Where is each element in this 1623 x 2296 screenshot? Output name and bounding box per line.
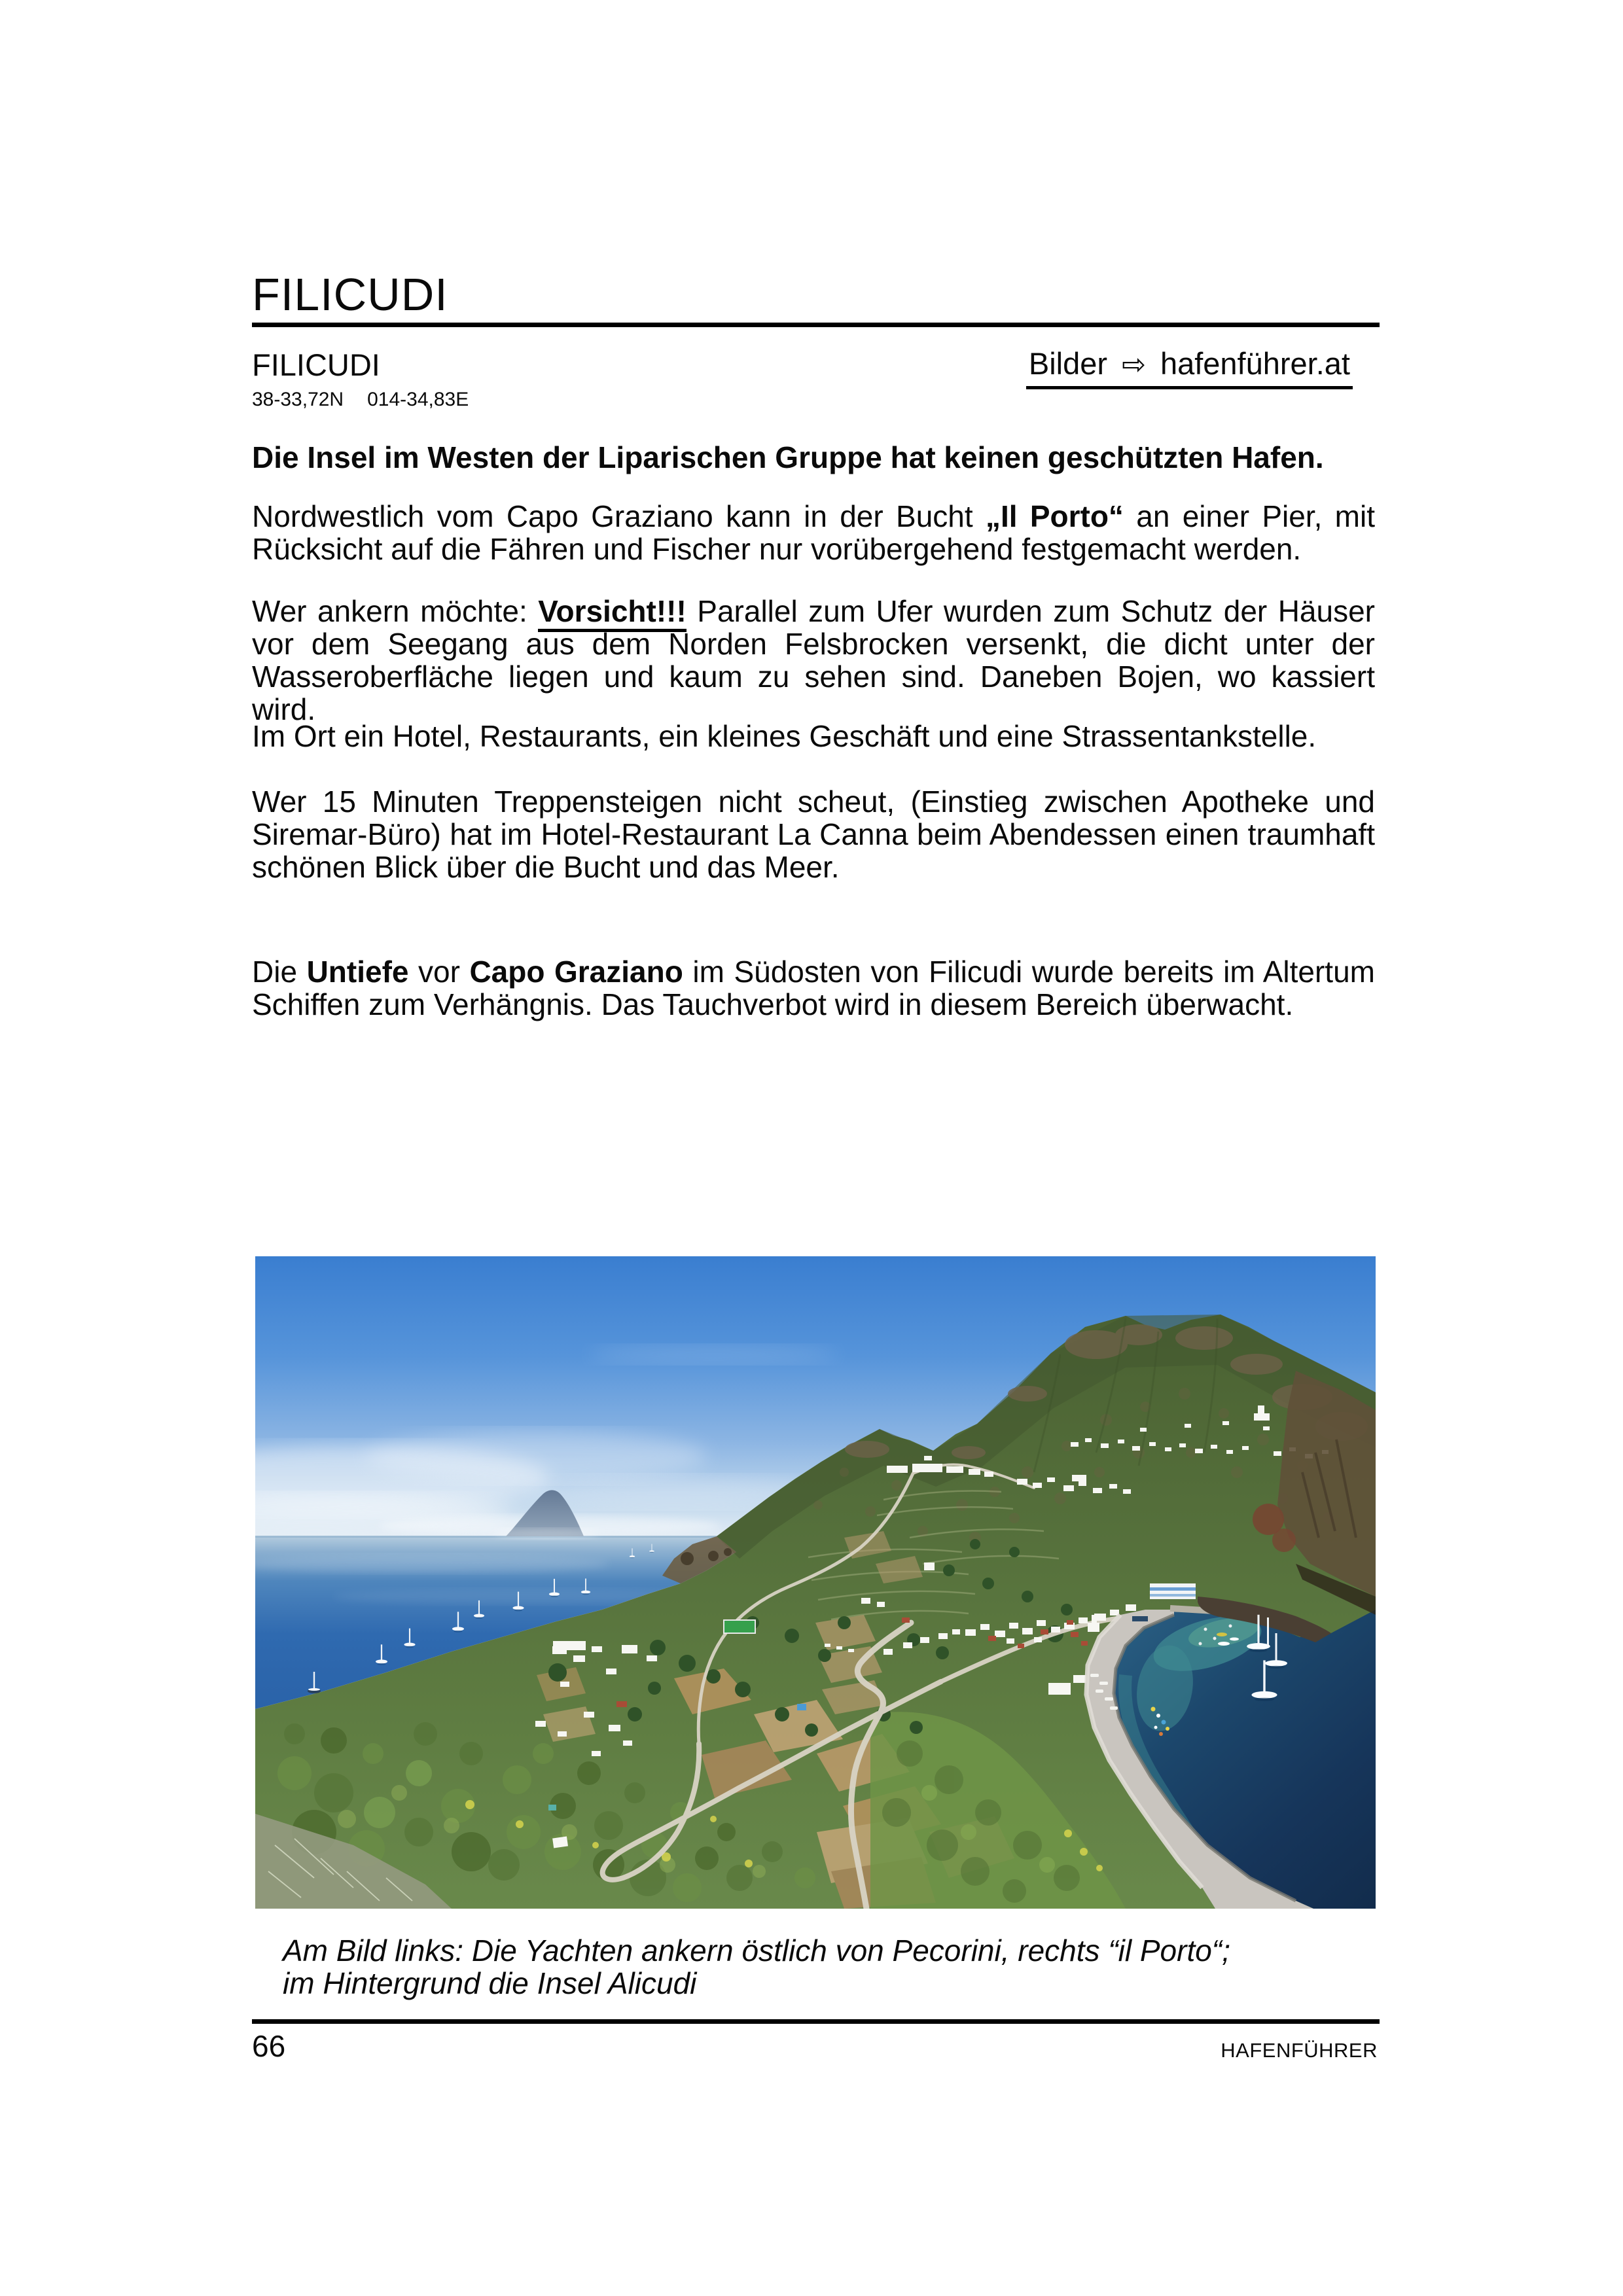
paragraph-capo-graziano-shoal: Die Untiefe vor Capo Graziano im Südosten von Filicudi wurde bereits im Altertum Schiffen zum Verhängnis. Das Tauchverbot wird in diesem Bereich überwacht. <box>252 955 1383 1021</box>
paragraph-anchoring-warning: Wer ankern möchte: Vorsicht!!! Parallel zum Ufer wurden zum Schutz der Häuser vor dem Seegang aus dem Norden Felsbrocken versenkt, die dicht unter der Wasseroberfläche liegen und kaum zu sehen sind. Daneben Bojen, wo kassiert wird. <box>252 594 1383 726</box>
photo-caption <box>283 1934 1230 2000</box>
paragraph-no-protected-harbor: Die Insel im Westen der Liparischen Gruppe hat keinen geschützten Hafen. <box>252 440 1324 474</box>
section-title: FILICUDI <box>252 347 380 382</box>
horizon-line <box>255 1536 720 1538</box>
coordinates <box>252 389 469 411</box>
coordinate-lon: 014-34,83E <box>367 389 469 410</box>
caption-line-1: Am Bild links: Die Yachten ankern östlich von Pecorini, rechts “il Porto“; <box>283 1934 1230 1968</box>
cloud <box>589 1345 838 1364</box>
sports-court <box>724 1620 755 1633</box>
page-number: 66 <box>252 2029 286 2063</box>
coordinate-lat: 38-33,72N <box>252 389 344 410</box>
publication-name: HAFENFÜHRER <box>1221 2039 1378 2062</box>
paragraph-il-porto-pier: Nordwestlich vom Capo Graziano kann in der Bucht „Il Porto“ an einer Pier, mit Rücksicht auf die Fähren und Fischer nur vorübergehend festgemacht werden. <box>252 499 1383 566</box>
bay-church <box>1088 1623 1099 1632</box>
bilder-url: hafenführer.at <box>1160 346 1350 381</box>
beach-house <box>1048 1683 1071 1695</box>
moored-ferry-boat <box>1132 1616 1148 1621</box>
bilder-link[interactable] <box>1026 347 1353 389</box>
title-rule <box>252 323 1380 327</box>
paragraph-la-canna: Wer 15 Minuten Treppensteigen nicht scheut, (Einstieg zwischen Apotheke und Siremar-Büro) hat im Hotel-Restaurant La Canna beim Abendessen einen traumhaft schönen Blick über die Bucht und das Meer. <box>252 785 1383 884</box>
villa <box>553 1641 586 1650</box>
arrow-right-icon: ⇨ <box>1122 348 1146 381</box>
caption-line-2: im Hintergrund die Insel Alicudi <box>283 1966 697 2000</box>
page-title: FILICUDI <box>252 269 448 320</box>
footer-rule <box>252 2019 1380 2024</box>
cloud <box>366 1431 707 1481</box>
paragraph-village-amenities: Im Ort ein Hotel, Restaurants, ein kleines Geschäft und eine Strassentankstelle. <box>252 719 1317 753</box>
water-tank <box>797 1704 806 1710</box>
island-photo <box>255 1256 1376 1909</box>
bilder-label: Bilder <box>1028 346 1108 381</box>
waterfront-hotel <box>1150 1583 1196 1599</box>
green-tank <box>548 1805 556 1810</box>
